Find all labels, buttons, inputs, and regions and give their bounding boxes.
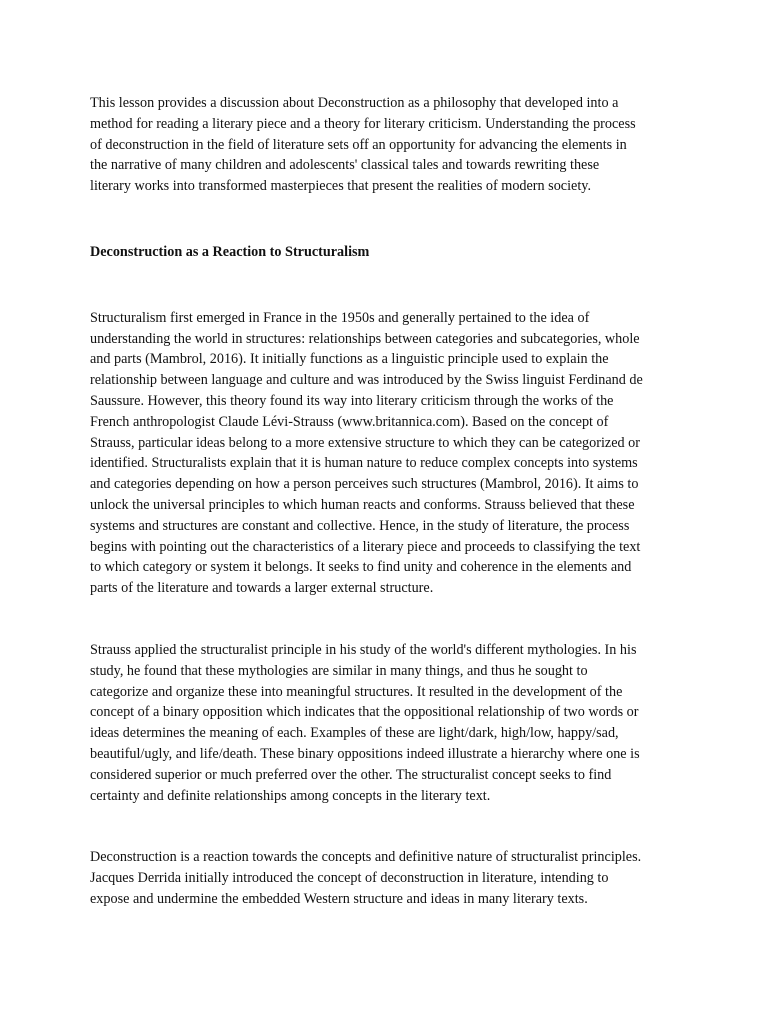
text-line: considered superior or much preferred over the other. The structuralist concept seeks to find [90,766,612,783]
text-line: categorize and organize these into meaningful structures. It resulted in the development of the [90,683,623,700]
text-line: beautiful/ugly, and life/death. These binary oppositions indeed illustrate a hierarchy where one is [90,745,640,762]
text-line: of deconstruction in the field of literature sets off an opportunity for advancing the elements in [90,136,627,153]
text-line: systems and structures are constant and collective. Hence, in the study of literature, the process [90,517,630,534]
text-line: method for reading a literary piece and a theory for literary criticism. Understanding the process [90,115,636,132]
section-heading: Deconstruction as a Reaction to Structuralism [90,243,370,260]
text-line: unlock the universal principles to which human reacts and conforms. Strauss believed that these [90,496,635,513]
text-line: identified. Structuralists explain that it is human nature to reduce complex concepts into systems [90,455,638,472]
text-line: French anthropologist Claude Lévi-Strauss (www.britannica.com). Based on the concept of [90,413,609,430]
document-page [90,93,684,910]
text-line: Deconstruction is a reaction towards the concepts and definitive nature of structuralist principles. [90,849,642,866]
text-line: literary works into transformed masterpieces that present the realities of modern society. [90,178,591,195]
text-line: expose and undermine the embedded Western structure and ideas in many literary texts. [90,890,588,907]
text-line: parts of the literature and towards a larger external structure. [90,580,434,597]
text-line: and parts (Mambrol, 2016). It initially functions as a linguistic principle used to explain the [90,351,609,368]
text-line: understanding the world in structures: relationships between categories and subcategories, whole [90,330,640,347]
text-line: relationship between language and culture and was introduced by the Swiss linguist Ferdinand de [90,372,643,389]
intro-paragraph [90,93,684,197]
strauss-paragraph [90,640,684,806]
text-line: Saussure. However, this theory found its way into literary criticism through the works of the [90,392,614,409]
deconstruction-paragraph [90,847,684,909]
text-line: certainty and definite relationships among concepts in the literary text. [90,787,491,804]
text-line: Jacques Derrida initially introduced the concept of deconstruction in literature, intending to [90,870,609,887]
text-line: Strauss applied the structuralist principle in his study of the world's different mythologies. In his [90,641,637,658]
text-line: Structuralism first emerged in France in the 1950s and generally pertained to the idea of [90,309,590,326]
text-line: study, he found that these mythologies are similar in many things, and thus he sought to [90,662,588,679]
text-line: Strauss, particular ideas belong to a more extensive structure to which they can be categorized or [90,434,640,451]
text-line: to which category or system it belongs. It seeks to find unity and coherence in the elements and [90,559,632,576]
structuralism-paragraph [90,308,684,599]
text-line: ideas determines the meaning of each. Examples of these are light/dark, high/low, happy/sad, [90,725,619,742]
text-line: concept of a binary opposition which indicates that the oppositional relationship of two words or [90,704,639,721]
text-line: the narrative of many children and adolescents' classical tales and towards rewriting these [90,157,600,174]
text-line: This lesson provides a discussion about Deconstruction as a philosophy that developed into a [90,95,619,111]
text-line: begins with pointing out the characteristics of a literary piece and proceeds to classifying the text [90,538,641,555]
text-line: and categories depending on how a person perceives such structures (Mambrol, 2016). It aims to [90,476,639,493]
